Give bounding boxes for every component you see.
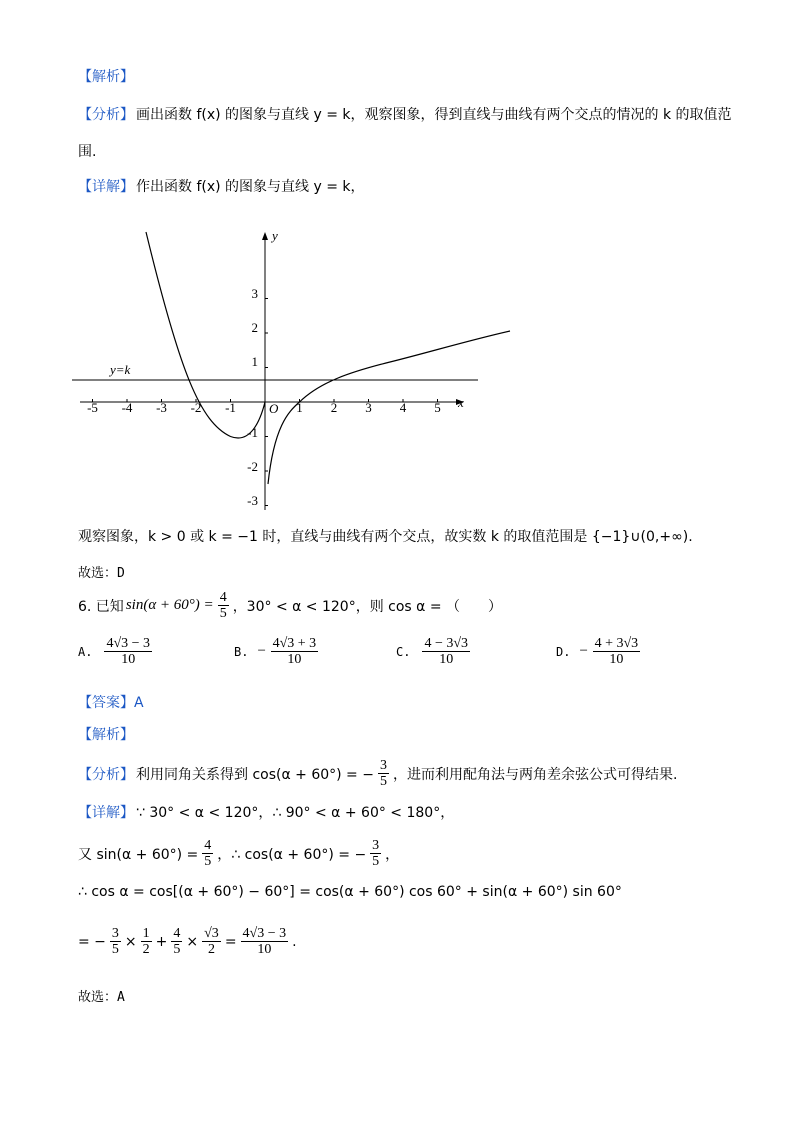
analysis6-pre: 利用同角关系得到 cos(α + 60°) = − — [136, 766, 374, 783]
detail6-f2: $\frac{1}{2}$ — [142, 926, 150, 957]
equals-symbol: = — [224, 933, 237, 950]
y-tick-label: 3 — [251, 286, 258, 301]
x-axis-label: x — [458, 395, 464, 410]
option-d-label: D. — [556, 644, 571, 659]
line-label: y=k — [110, 362, 131, 377]
analysis6-fraction: $\frac{3}{5}$ — [379, 758, 387, 789]
times-symbol: × — [186, 933, 199, 950]
x-tick-label: 3 — [365, 400, 372, 415]
option-b-label: B. — [234, 644, 249, 659]
analysis-tag: 【解析】 — [78, 69, 134, 85]
curve-right-branch — [268, 331, 510, 484]
analysis5-line2: 围. — [78, 144, 97, 160]
q6-stem — [78, 590, 502, 621]
detail5-text: 作出函数 f(x) 的图象与直线 y = k， — [136, 179, 365, 195]
option-d[interactable] — [556, 636, 642, 667]
analysis5-line1 — [78, 104, 732, 124]
x-tick-label: -5 — [87, 400, 98, 415]
period: . — [292, 933, 297, 950]
x-tick-label: 4 — [399, 400, 407, 415]
q6-prefix: 6. 已知 — [78, 598, 124, 615]
origin-label: O — [269, 401, 279, 416]
option-b-sign: − — [256, 643, 267, 659]
option-a-label: A. — [78, 644, 93, 659]
option-c-label: C. — [396, 644, 411, 659]
detail6-line2-pre: 又 sin(α + 60°) = — [78, 846, 199, 863]
detail6-label: 【详解】 — [78, 805, 134, 821]
answer5: 故选：D — [78, 566, 125, 581]
detail6-line2-mid: ，∴ cos(α + 60°) = − — [217, 846, 367, 863]
answer6-tag: 【答案】A — [78, 695, 144, 711]
q6-fraction: $\frac{4}{5}$ — [219, 590, 227, 621]
detail5-tag: 【详解】 — [78, 179, 134, 195]
detail6-line3: ∴ cos α = cos[(α + 60°) − 60°] = cos(α + 60°) cos 60° + sin(α + 60°) sin 60° — [78, 884, 622, 900]
q6-equation: sin(α + 60°) = — [125, 597, 214, 613]
detail6-f4: $\frac{√3}{2}$ — [204, 926, 219, 957]
detail6-line4-pre: = − — [78, 933, 106, 950]
detail6-line1 — [78, 802, 454, 822]
detail6-frac1: $\frac{4}{5}$ — [204, 838, 212, 869]
option-a[interactable] — [78, 636, 154, 667]
analysis5-tag: 【分析】 — [78, 107, 134, 123]
x-tick-label: 2 — [330, 400, 338, 415]
x-tick-label: -2 — [190, 400, 202, 415]
x-tick-label: -4 — [121, 400, 133, 415]
y-tick-label: 2 — [251, 320, 258, 335]
analysis6-label: 【分析】 — [78, 766, 134, 783]
option-c[interactable] — [396, 636, 472, 667]
plus-symbol: + — [155, 933, 168, 950]
y-tick-label: -1 — [247, 425, 258, 440]
function-graph — [60, 222, 530, 517]
option-d-value: $\frac{4 + 3√3}{10}$ — [594, 636, 639, 667]
detail6-line2 — [78, 838, 399, 869]
detail6-line2-post: ， — [385, 846, 400, 863]
detail6-f3: $\frac{4}{5}$ — [173, 926, 181, 957]
analysis5-text: 画出函数 f(x) 的图象与直线 y = k，观察图象，得到直线与曲线有两个交点的情况的 k 的取值范 — [136, 107, 732, 123]
detail5-line — [78, 176, 365, 196]
detail6-f1: $\frac{3}{5}$ — [111, 926, 119, 957]
analysis6-line — [78, 758, 677, 789]
y-tick-label: 1 — [251, 354, 258, 369]
x-tick-label: 1 — [296, 400, 303, 415]
option-d-sign: − — [578, 643, 589, 659]
option-b[interactable] — [234, 636, 320, 667]
y-axis-label: y — [272, 228, 278, 243]
analysis6-post: ，进而利用配角法与两角差余弦公式可得结果. — [392, 766, 678, 783]
detail6-line4 — [78, 926, 297, 957]
option-c-value: $\frac{4 - 3√3}{10}$ — [424, 636, 469, 667]
analysis6-tag: 【解析】 — [78, 727, 134, 743]
q6-condition: ，30° < α < 120°，则 cos α = （ ） — [232, 598, 503, 615]
conclusion5: 观察图象，k > 0 或 k = −1 时，直线与曲线有两个交点，故实数 k 的取值范围是 {−1}∪(0,+∞). — [78, 529, 693, 545]
option-b-value: $\frac{4√3 + 3}{10}$ — [272, 636, 317, 667]
detail6-f5: $\frac{4√3 - 3}{10}$ — [242, 926, 287, 957]
times-symbol: × — [124, 933, 137, 950]
y-tick-label: -2 — [247, 459, 258, 474]
detail6-frac2: $\frac{3}{5}$ — [372, 838, 380, 869]
detail6-text1: ∵ 30° < α < 120°，∴ 90° < α + 60° < 180°， — [136, 805, 455, 821]
y-tick-label: -3 — [247, 493, 258, 508]
answer6: 故选：A — [78, 990, 125, 1005]
x-tick-label: 5 — [434, 400, 441, 415]
y-axis-arrow — [262, 232, 268, 240]
option-a-value: $\frac{4√3 - 3}{10}$ — [106, 636, 151, 667]
x-tick-label: -1 — [225, 400, 236, 415]
x-tick-label: -3 — [156, 400, 167, 415]
